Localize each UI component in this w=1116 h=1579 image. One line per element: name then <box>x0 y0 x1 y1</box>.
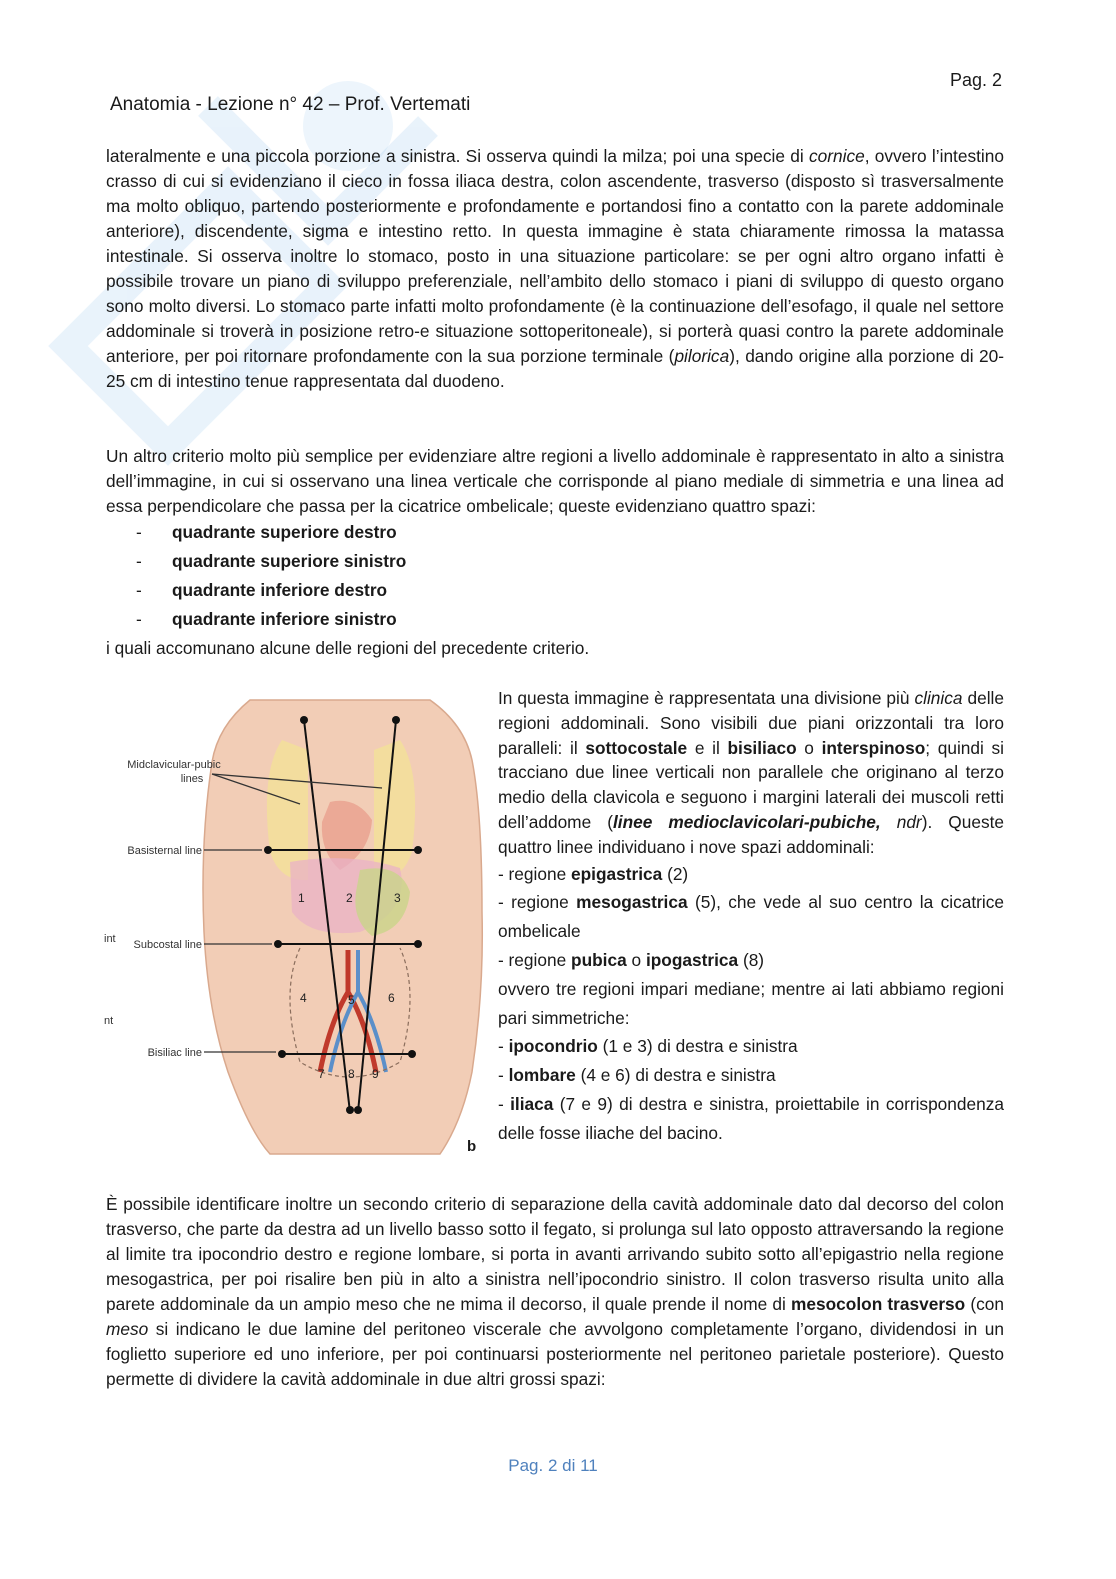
cut-label-1: int <box>104 933 116 945</box>
paragraph-4: È possibile identificare inoltre un secondo criterio di separazione della cavità addominale dato dal decorso del colon trasverso, che parte da destra ad un livello basso sotto il fegato, si prolunga sul lato opposto attraversando la regione al limite tra ipocondrio destro e regione lombare, si porta in avanti arrivando subito sotto all’epigastrio nella regione mesogastrica, per poi risalire ben più in alto a sinistra nell’ipocondrio sinistro. Il colon trasverso risulta unito alla parete addominale da un ampio meso che ne mima il decorso, il quale prende il nome di mesocolon trasverso (con meso si indicano le due lamine del peritoneo viscerale che avvolgono completamente l’organo, dividendosi in un foglietto superiore ed uno inferiore, per poi continuarsi posteriormente nel peritoneo parietale posteriore). Questo permette di dividere la cavità addominale in due altri grossi spazi: <box>106 1194 1004 1389</box>
region-number: 6 <box>388 991 395 1005</box>
bisiliac-label: Bisiliac line <box>147 1047 202 1059</box>
figure-description <box>498 686 1004 1148</box>
region-number: 5 <box>348 993 355 1007</box>
page-footer: Pag. 2 di 11 <box>508 1456 598 1475</box>
region-number: 4 <box>300 991 307 1005</box>
region-item: - regione pubica o ipogastrica (8) <box>498 949 765 970</box>
paragraph-1: lateralmente e una piccola porzione a sinistra. Si osserva quindi la milza; poi una specie di cornice, ovvero l’intestino crasso di cui si evidenziano il cieco in fossa iliaca destra, colon ascendente, trasverso (disposto sì trasversalmente ma molto obliquo, partendo posteriormente e profondamente e portandosi fino a contatto con la parete addominale anteriore), discendente, sigma e intestino retto. In questa immagine è stata chiaramente rimossa la matassa intestinale. Si osserva inoltre lo stomaco, posto in una situazione particolare: se per ogni altro organo infatti è possibile trovare un piano di sviluppo preferenziale, nell’ambito dello stomaco i piani di sviluppo di questo organo sono molto diversi. Lo stomaco parte infatti molto profondamente (è la continuazione dell’esofago, il quale nel settore addominale si troverà in posizione retro-e situazione sottoperitoneale), si porterà quasi contro la parete addominale anteriore, per poi ritornare profondamente con la sua porzione terminale (pilorica), dando origine alla porzione di 20-25 cm di intestino tenue rappresentata dal duodeno. <box>106 146 1004 391</box>
region-item: - regione mesogastrica (5), che vede al suo centro la cicatrice ombelicale <box>498 892 1004 942</box>
midclavicular-label-2: lines <box>180 773 204 785</box>
quadrant-list <box>136 520 406 636</box>
figure-letter: b <box>467 1138 477 1155</box>
basisternal-label: Basisternal line <box>127 845 202 857</box>
list-item: - quadrante superiore sinistro <box>136 551 407 571</box>
region-number: 2 <box>346 891 353 905</box>
midclavicular-label: Midclavicular-pubic <box>127 759 221 771</box>
abdominal-regions-figure <box>100 692 490 1172</box>
subcostal-label: Subcostal line <box>133 939 202 951</box>
paragraph-3: i quali accomunano alcune delle regioni del precedente criterio. <box>106 638 590 658</box>
region-number: 3 <box>394 891 401 905</box>
region-item: - iliaca (7 e 9) di destra e sinistra, proiettabile in corrispondenza delle fosse iliache del bacino. <box>498 1093 1004 1143</box>
cut-label-2: nt <box>104 1015 114 1027</box>
list-item: - quadrante inferiore sinistro <box>136 609 397 629</box>
region-number: 9 <box>372 1067 379 1081</box>
region-number: 1 <box>298 891 305 905</box>
region-number: 8 <box>348 1067 355 1081</box>
region-note: ovvero tre regioni impari mediane; mentre ai lati abbiamo regioni pari simmetriche: <box>498 978 1004 1028</box>
list-item: - quadrante superiore destro <box>136 522 397 542</box>
region-item: - ipocondrio (1 e 3) di destra e sinistra <box>498 1036 798 1057</box>
region-item: - regione epigastrica (2) <box>498 863 689 884</box>
region-item: - lombare (4 e 6) di destra e sinistra <box>498 1065 776 1086</box>
document-header: Anatomia - Lezione n° 42 – Prof. Vertemati <box>110 94 471 115</box>
list-item: - quadrante inferiore destro <box>136 580 388 600</box>
figure-description-intro: In questa immagine è rappresentata una divisione più clinica delle regioni addominali. Sono visibili due piani orizzontali tra loro paralleli: il sottocostale e il bisiliaco o interspinoso; quindi si tracciano due linee verticali non parallele che originano al terzo medio della clavicola e seguono i margini laterali dei muscoli retti dell’addome (linee medioclavicolari-pubiche, ndr). Queste quattro linee individuano i nove spazi addominali: <box>498 688 1005 857</box>
page-number-top: Pag. 2 <box>949 70 1002 90</box>
region-number: 7 <box>318 1067 325 1081</box>
paragraph-2: Un altro criterio molto più semplice per evidenziare altre regioni a livello addominale è rappresentato in alto a sinistra dell’immagine, in cui si osservano una linea verticale che corrisponde al piano mediale di simmetria e una linea ad essa perpendicolare che passa per la cicatrice ombelicale; queste evidenziano quattro spazi: <box>106 446 1004 516</box>
